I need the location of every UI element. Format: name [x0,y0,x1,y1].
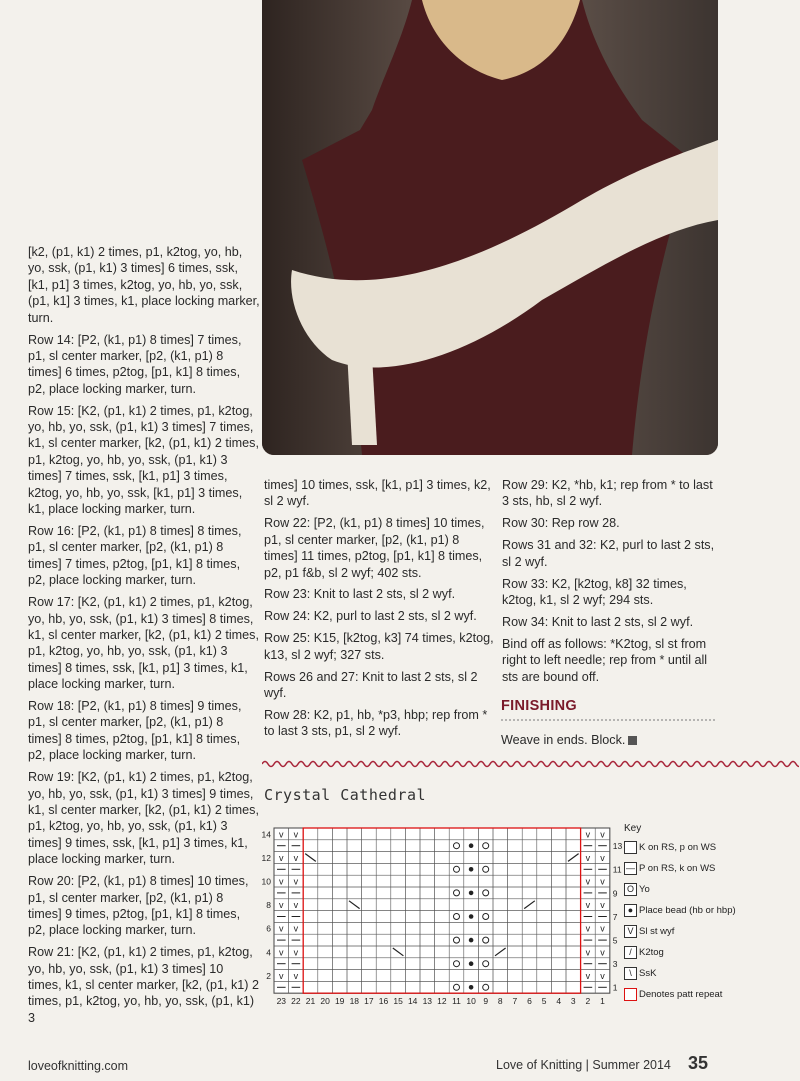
key-label: SsK [639,968,657,979]
knitting-chart [258,824,622,1010]
column-label: 8 [497,996,503,1007]
instructions-column-2 [264,477,494,745]
slip-symbol: v [279,876,284,887]
column-label: 9 [483,996,489,1007]
slip-symbol: v [585,900,591,911]
instruction-paragraph: Rows 31 and 32: K2, purl to last 2 sts, sl 2 wyf. [502,538,715,569]
slip-symbol: v [293,947,299,958]
key-symbol-icon [624,841,637,854]
slip-symbol: v [585,947,591,958]
row-label: 9 [612,888,618,899]
row-label: 12 [261,852,271,863]
row-label: 8 [266,900,271,911]
end-square-icon [628,736,637,745]
key-symbol-icon: \ [624,967,637,980]
bead-symbol [469,985,474,990]
column-label: 23 [276,996,287,1007]
row-label: 13 [612,841,622,852]
column-label: 14 [407,996,418,1007]
slip-symbol: v [279,829,284,840]
column-label: 4 [556,996,562,1007]
slip-symbol: v [279,947,284,958]
slip-symbol: v [585,923,591,934]
column-label: 5 [541,996,547,1007]
slip-symbol: v [585,852,591,863]
finishing-text [501,733,637,747]
instruction-paragraph: Bind off as follows: *K2tog, sl st from right to left needle; rep from * until all sts are bound off. [502,636,708,684]
column-label: 13 [422,996,433,1007]
row-label: 1 [612,982,618,993]
instruction-paragraph: Row 22: [P2, (k1, p1) 8 times] 10 times, p1, sl center marker, [p2, (k1, p1) 8 times] 11 times, p2tog, [p1, k1] 8 times, p2, p1 f&b, sl 2 wyf; 402 sts. [264,516,485,580]
instruction-paragraph: Row 30: Rep row 28. [502,516,620,531]
column-label: 22 [291,996,301,1007]
instruction-paragraph: Row 17: [K2, (p1, k1) 2 times, p1, k2tog, yo, hb, yo, ssk, (p1, k1) 3 times] 8 times, k1, sl center marker, [k2, (p1, k1) 2 times, p1, k2tog, yo, hb, yo, ssk, (p1, k1) 3 times] 8 times, ssk, [k1, p1] 3 times, k1, place locking marker, turn. [28,595,259,692]
key-label: Place bead (hb or hbp) [639,905,736,916]
slip-symbol: v [279,923,284,934]
column-label: 19 [334,996,345,1007]
bead-symbol [469,914,474,919]
instruction-paragraph: Row 28: K2, p1, hb, *p3, hbp; rep from * to last 3 sts, p1, sl 2 wyf. [264,707,488,739]
footer-website: loveofknitting.com [28,1059,129,1073]
row-label: 7 [612,911,618,922]
slip-symbol: v [585,876,591,887]
slip-symbol: v [293,829,299,840]
instruction-paragraph: Row 33: K2, [k2tog, k8] 32 times, k2tog, k1, sl 2 wyf; 294 sts. [502,576,687,607]
key-symbol-icon: V [624,925,637,938]
key-symbol-icon: ● [624,904,637,917]
bead-symbol [469,843,474,848]
column-label: 15 [393,996,403,1007]
instruction-paragraph: Row 18: [P2, (k1, p1) 8 times] 9 times, p1, sl center marker, [p2, (k1, p1) 8 times] 8 times, p2tog, [p1, k1] 8 times, p2, place locking marker, turn. [28,699,242,763]
slip-symbol: v [279,970,284,981]
row-label: 4 [266,947,271,958]
key-label: Sl st wyf [639,926,675,937]
instruction-paragraph: Rows 26 and 27: Knit to last 2 sts, sl 2 wyf. [264,669,478,700]
row-label: 5 [612,935,618,946]
column-label: 2 [585,996,591,1007]
key-label: K2tog [639,947,664,958]
instruction-paragraph: [k2, (p1, k1) 2 times, p1, k2tog, yo, hb, yo, ssk, (p1, k1) 3 times] 6 times, ssk, [k1, p1] 3 times, k2tog, yo, hb, yo, ssk, (p1, k1] 3 times, k1, place locking marker, turn. [28,245,260,325]
slip-symbol: v [585,970,591,981]
instructions-column-1 [28,244,260,1032]
finishing-heading: FINISHING [501,698,578,714]
instruction-paragraph: Row 14: [P2, (k1, p1) 8 times] 7 times, p1, sl center marker, [p2, (k1, p1) 8 times] 6 times, p2tog, [p1, k1] 8 times, p2, place locking marker, turn. [28,332,242,396]
instruction-paragraph: Row 34: Knit to last 2 sts, sl 2 wyf. [502,614,694,629]
instruction-paragraph: Row 15: [K2, (p1, k1) 2 times, p1, k2tog, yo, hb, yo, ssk, (p1, k1) 3 times] 7 times, k1, sl center marker, [k2, (p1, k1) 2 times, p1, k2tog, yo, hb, yo, ssk, (p1, k1) 3 times] 7 times, ssk, [k1, p1] 3 times, k2tog, yo, hb, yo, ssk, [k1, p1] 3 times, k1, place locking marker, turn. [28,403,259,517]
slip-symbol: v [600,970,605,981]
column-label: 16 [378,996,389,1007]
slip-symbol: v [600,900,605,911]
slip-symbol: v [293,970,299,981]
column-label: 21 [305,996,316,1007]
slip-symbol: v [293,876,299,887]
key-label: Yo [639,884,650,895]
slip-symbol: v [600,829,605,840]
slip-symbol: v [585,829,591,840]
instruction-paragraph: times] 10 times, ssk, [k1, p1] 3 times, k2, sl 2 wyf. [264,478,491,509]
instruction-paragraph: Row 24: K2, purl to last 2 sts, sl 2 wyf. [264,609,477,624]
key-symbol-icon: / [624,946,637,959]
bead-symbol [469,867,474,872]
key-symbol-icon [624,988,637,1001]
bead-symbol [469,891,474,896]
slip-symbol: v [600,876,605,887]
row-label: 10 [261,876,271,887]
bead-symbol [469,961,474,966]
slip-symbol: v [293,900,299,911]
key-symbol-icon: O [624,883,637,896]
key-label: P on RS, k on WS [639,863,716,874]
slip-symbol: v [600,947,605,958]
finishing-text-content: Weave in ends. Block. [501,733,626,747]
slip-symbol: v [279,852,284,863]
instruction-paragraph: Row 23: Knit to last 2 sts, sl 2 wyf. [264,587,456,602]
column-label: 1 [600,996,605,1007]
column-label: 11 [452,996,461,1007]
column-label: 17 [364,996,374,1007]
wave-divider [262,757,799,771]
finishing-divider [501,718,715,722]
slip-symbol: v [293,923,299,934]
column-label: 6 [527,996,532,1007]
row-label: 3 [612,959,618,970]
slip-symbol: v [293,852,299,863]
column-label: 18 [349,996,360,1007]
column-label: 3 [570,996,576,1007]
slip-symbol: v [600,923,605,934]
instruction-paragraph: Row 25: K15, [k2tog, k3] 74 times, k2tog, k13, sl 2 wyf; 327 sts. [264,631,494,662]
key-symbol-icon: — [626,863,635,873]
footer-publication: Love of Knitting | Summer 2014 [496,1058,671,1072]
bead-symbol [469,938,474,943]
shawl-photo [262,0,718,455]
column-label: 20 [320,996,330,1007]
column-label: 10 [466,996,476,1007]
key-title: Key [624,823,642,834]
key-label: K on RS, p on WS [639,842,717,853]
slip-symbol: v [600,852,605,863]
page-number: 35 [688,1053,709,1073]
key-label: Denotes patt repeat [639,989,723,1000]
instruction-paragraph: Row 19: [K2, (p1, k1) 2 times, p1, k2tog, yo, hb, yo, ssk, (p1, k1) 3 times] 9 times, k1, sl center marker, [k2, (p1, k1) 2 times, p1, k2tog, yo, hb, yo, ssk, (p1, k1) 3 times] 9 times, ssk, [k1, p1] 3 times, k1, place locking marker, turn. [28,770,259,867]
row-label: 11 [612,864,622,875]
slip-symbol: v [279,900,284,911]
row-label: 14 [261,829,271,840]
instructions-column-3 [502,477,716,690]
column-label: 7 [512,996,518,1007]
chart-title: Crystal Cathedral [264,786,427,804]
row-label: 2 [266,970,271,981]
column-label: 12 [437,996,447,1007]
instruction-paragraph: Row 21: [K2, (p1, k1) 2 times, p1, k2tog, yo, hb, yo, ssk, (p1, k1) 3 times] 10 times, k1, sl center marker, [k2, (p1, k1) 2 times, p1, k2tog, yo, hb, yo, ssk, (p1, k1) 3 [28,945,259,1025]
instruction-paragraph: Row 16: [P2, (k1, p1) 8 times] 8 times, p1, sl center marker, [p2, (k1, p1) 8 times] 7 times, p2tog, [p1, k1] 8 times, p2, place locking marker, turn. [28,524,242,588]
row-label: 6 [266,923,271,934]
instruction-paragraph: Row 29: K2, *hb, k1; rep from * to last 3 sts, hb, sl 2 wyf. [502,478,713,509]
instruction-paragraph: Row 20: [P2, (k1, p1) 8 times] 10 times, p1, sl center marker, [p2, (k1, p1) 8 times] 9 times, p2tog, [p1, k1] 8 times, p2, place locking marker, turn. [28,874,249,938]
